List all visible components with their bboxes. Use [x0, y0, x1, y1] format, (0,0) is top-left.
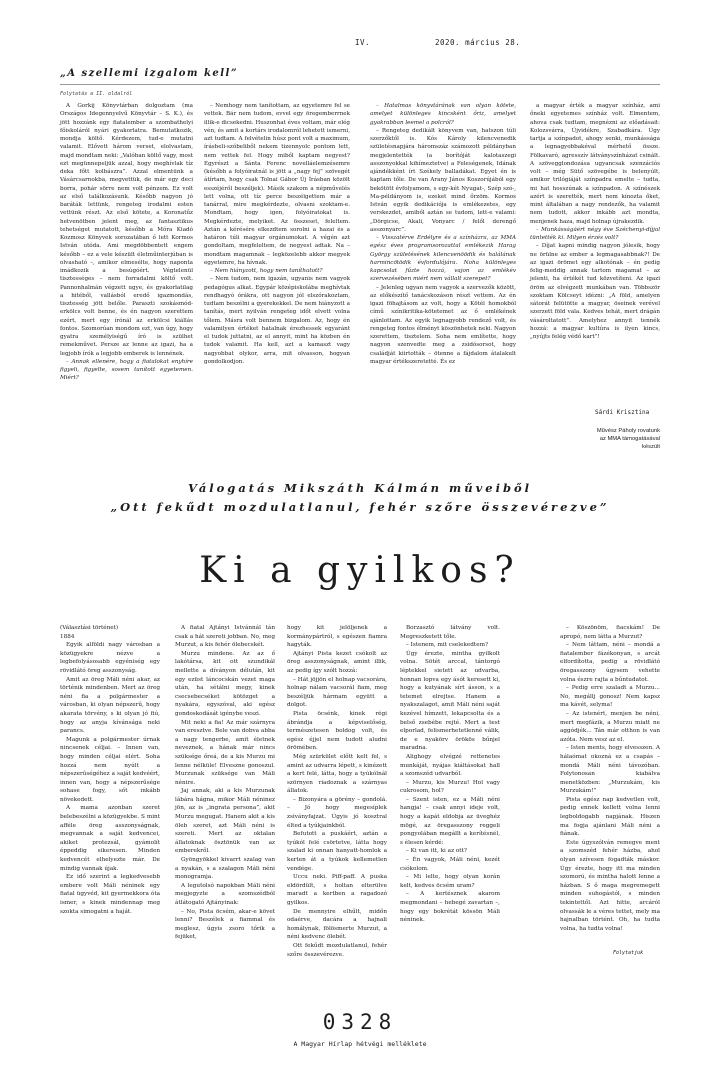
paragraph: – Hát jöjjön el holnap vacsorára, holnap nálam vacsorál fiam, meg beszéljük hármam együtt a dolgot.	[287, 676, 387, 709]
paragraph: – Jelenleg ugyan nem vagyok a szervezők között, az előkészítő tanácskozáson részt vettem. Az én igazi föhajtásom az volt, hogy a Kötél homokból című színikritika-kötetemet az ő emlékének ajánlottam. Az egyik legnagyobb rendező volt, és rengeteg fontos élményt köszönhetek neki. Nagyon szerettem, tisztelem. Soha nem említette, hogy nagyon szenvedte meg a zsidósorsot, hogy családját kiirtották – ötenne a fájdalom átalakult magyar értékszeretetté. És ez	[370, 284, 516, 365]
paragraph: A fiatal Ajtányi Istvánnál tán csak a hát szereti jobban. No, meg Murzut, a kis fehér ölebecskét.	[175, 625, 275, 649]
story-quote: „Ott fekűdt mozdulatlanul, fehér szőre összevérezve”	[110, 500, 610, 514]
sponsor-note-line-2: az MMA támogatásával készült	[599, 436, 660, 450]
paragraph: – Nemhogy nem tanítottam, az egyetemre fel se vettek. Bár nem tudom, evvel egy öregemberrnek illik-e dicsekedni. Huszonhat éves voltam, már elég vén, és amit a kortárs irodalomról lehetett ismerni, azt tudtam. A felvételin húsz pont volt a maximum, írásbeli-szóbeliből nekem tizennyolc pontom lett, nem vettek fel. Hogy miből kaptam negyest? Egyrészt a Sánta Ferenc novelláelemzésemre (később a folyóiratnál is jött a „nagy fej” szövegét átírtam, hogy csak Tolnai Gábor Új Írásban közölt esszéjéről beszéljek). Másik szakom a népművelés lett volna, ott tíz perce beszélgettem már a tanárral, mire megkérdezte, olvasni szoktam-e. Mondtam, hogy igen, folyóiratokat is. Megkérdezte, melyiket. Az összeset, feleltem. Aztán a kérésére elkezdtem sorolni a hazai és a határon túli magyar orgánumokat. A végén azt gondoltam, megfeleltem, de negyest adtak. Na – mondtam magamnak – legközelebb akkor megyek egyetemre, ha hívnak.	[204, 103, 350, 266]
interview-column-4	[530, 102, 660, 341]
paragraph: 1884	[60, 633, 75, 640]
story-column-4	[400, 624, 500, 925]
sponsor-note-line-1: Művész Páholy rovatunk	[596, 428, 660, 434]
page-label: IV.	[355, 38, 371, 47]
paragraph: De mennyire elhűlt, midőn odaérve, dacára a hajnali homálynak, fölösmerte Murzut, a néni kedvenc ölebét.	[287, 908, 387, 941]
paragraph: Mit neki a fia! Az már szárnyra van eresztve. Bele van dobva abba a nagy tengerbe, amit életnek neveznek, a hának már nincs szüksége őreá, de a kis Murzu mi lenne nélküle! Elveszne gonoszul. Murzunak szüksége van Máli nénire.	[175, 719, 275, 786]
paragraph: – A kertésznek akarom megmondani – hebegé zavartan –, hogy egy bokrétát kössön Máli néninek.	[400, 891, 500, 924]
paragraph: a magyar érték a magyar színház, ami őneki egyetemes színház volt. Elmentem, ahova csak tudtam, megnézni az előadásait: Kolozsvárra, Újvidékre, Szabadkára. Úgy tartja a színpadot, ahogy senki, munkássága a legnagyobbakéval mérhető össze. Fölkavaró, agresszív látványszínházat csinált. A szövegglondozása ugyancsak szenzációs volt – még Sütő szövegébe is belenyúlt, amikor trilógiáját színpadra emelte – tudta, mi hat hosszúnak a színpadon. A színészek azért is szerették, mert nem kínozta őket, mint általában a nagy rendezők, ha valamit nem tudott, akkor inkább azt mondta, menjenek haza, majd holnap újrakezdik.	[530, 103, 660, 225]
paragraph: Murzu mindene. Az az ő lakótársa, kit ott szundikál mellette a díványon délután, kit egy ezüst láncocskán vezet maga után, ha sétálni megy, kinek csecsebecséket kötözget a nyakára, egyszóval, aki egész gondoskodását igénybe veszi.	[175, 650, 275, 717]
paragraph: Jaj annak, aki a kis Murzunak lábára hágna, mikor Máli néninez jön, az is „ingrata persona”, akit Murzu megugat. Hanem akit a kis öleb szeret, azt Máli néni is szereti. Mert az oktalan állatoknak ösztönük van az emberekről.	[175, 788, 275, 855]
paragraph: – Bizonyára a görény – gondolá. – Jó hogy megesíplek zsiványfajzat. Úgyis jó kosztral élted a tyúkjainkból.	[287, 796, 387, 829]
paragraph: – Köszönöm, fiacskám! De apropó, nem látta a Murzut?	[560, 625, 660, 640]
paragraph: – Nem tudom, nem igazán, ugyanis nem vagyok pedagógus alkat. Egypár középiskolába meghívtak rendhagyó órákra, ott nagyon jól elszórakoztam, tudtam beszélni a gyerekekkel. De nem hiányzott a tanítás, mert nyilván rengeteg időt elvett volna tőlem. Másra volt bennem bizgalom. Az, hogy én valamilyen értéket hatalnak érezhessek egyaránt el tudok juttatni, az el annyit, mint ha közben én tudok valamit. Ha kell, azt a kamaszt vagy nagyobbat olykor, arra, mit olvasson, hogyan gondolkodjon.	[204, 276, 350, 365]
paragraph: Alighogy elvégzé rettenetes munkáját, nyájas kiáltásokat hall a szomszéd udvarból.	[400, 753, 500, 778]
paragraph: Befutott a puskáért, aztán a tyúkól felé csörtetve, látta hogy szalad ki onnan hanyatt-homlok a kerten át a tyúkok kellemetlen vendége.	[287, 831, 387, 872]
paragraph: Egyik alföldi nagy városban a közügyekre nézve a legbefolyásosabb egyéniség egy rövidlátó öreg asszonyság.	[60, 642, 160, 674]
story-column-3	[287, 624, 387, 959]
paragraph: – Isten ments, hogy elvesszen. A hálaómat okozná ez a csapás – mondá Máli néni távozóban. Folytonosan kiabálva menetközben: „Murzukám, kis Murzukám!”	[560, 745, 660, 795]
story-title: Ki a gyilkos?	[199, 550, 521, 591]
paragraph: – Ki van itt, ki az ott?	[406, 848, 467, 855]
supplement-label: A Magyar Hírlap hétvégi melléklete	[293, 1040, 427, 1048]
paragraph: – Nem hiányzott, hogy nem taníthatott?	[210, 268, 323, 274]
paragraph: hogy kit jelöljenek a kormánypártról, s egészen fiamra hagyták.	[287, 625, 387, 649]
sponsor-note	[588, 427, 660, 451]
paragraph: Pista öcsénk, kinek régi ábrándja a képviselőség, természetesen boldog volt, és egész éjjel nem tudott aludni örömében.	[287, 710, 387, 752]
paragraph: Amit az öreg Máli néni akar, az történik mindenben. Mert az öreg néni fia a polgármester a városban, ki olyan népszerű, hogy akarata törvény, s ki olyan jó fiú, hogy az anyja kívánsága neki parancs.	[60, 676, 160, 735]
paragraph: – Istenem, mit cselekedtem?	[406, 642, 489, 649]
paragraph: (Választási történet)	[60, 625, 119, 631]
paragraph: A mama azonban szeret belebeszélni a közügyekbe. S mint afféle öreg asszonyságnak, megvannak a saját kedvencei, akiket protezsál, gyámolít éppeddig sikeresen. Minden kedvencét elhelyezte már. De mindig vannak újak.	[60, 805, 160, 872]
paragraph: A Gorkij Könyvtárban dolgoztam (ma Országos Idegennyelvű Könyvtár – S. K.), és jött hozzánk egy fiatalember a szombathelyi főiskoláról nyári gyakorlatra. Bemutatkozik, mondja költő. Kérdezem, tud-e mutatni valamit. Elővett három verset, elolvastam, majd mondtam neki: „Valóban költő vagy, most ezt megünnepeljük azzal, hogy meghívlak tíz deka főtt kolbászra”. Azzal elmentünk a Vásárcsarnokba, megvettük, de már egy deci borra, pohár sörre nem volt pénzem. Ez volt az első találkozásunk. Később nagyon jó baráták lettünk, rengeteg irodalmi esten vettünk részt. Az első kötete, a Koronatűz hetvenötben jelent meg, az fantasztikus tehetséget mutatott, később a Móra Kiadó Kozmosz Könyvek sorozatában ő lett Kormos István utóda. Ami megdöbbentett engem később – ez a vele készült életműinterjúban is olvasható –, amikor elmesélte, hogy naponta imádkozik a besúgóért. Végtelenül tisztességes – nem forradalmi költő volt. Pannonhalmán végzett ugye, és gyakorlatilag a hitéből, vallásból eredő igazmondás, tisztesség jött belőle. Paraszti szokásmód-erkölcs volt benne, és én nagyon szerettem ezért, mert egy írónál az erkölcsi kiállás fontos. Szomorúan mondom ezt, van úgy, hogy gyatra személyiségű író is szülhet remekművet. Persze az lenne az igazi, ha a legjobb írók a legjobb emberek is lennének.	[60, 103, 193, 357]
paragraph: – Nem láttam, néni – mondá a fiatalember fázékonyan, s arcát elfordította, pedig a rövidlátó öregasszony úgysem vehette volna észre rajta a bűntudatot.	[560, 642, 660, 683]
paragraph: Még szürkület előtt kelt fel, s amint az udvarra lépett, s kinézett a kert felé, látta, hogy a tyúkólnál szörnyen riadoznak a szárnyas állatok.	[287, 753, 387, 795]
series-kicker: Válogatás Mikszáth Kálmán műveiből	[187, 481, 533, 495]
issue-date: 2020. március 28.	[435, 38, 521, 47]
paragraph: Borzasztó látvány volt. Megreszketett tőle.	[400, 625, 500, 640]
interview-title: „A szellemi izgalom kell”	[60, 68, 239, 79]
paragraph: – Pedig erre szaladt a Murzu... No, megállj gonosz! Nem kapsz ma kávét, selyma!	[560, 685, 660, 709]
story-column-5	[560, 624, 660, 933]
continued-note: Folytatás a II. oldalról	[60, 91, 133, 97]
interview-column-2	[204, 102, 350, 366]
story-column-2	[175, 624, 275, 942]
paragraph: Ajtányi Pista kezet csókolt az öreg asszonyságnak, amint illik, az pedig így szólt hozzá:	[287, 650, 387, 674]
paragraph: – Én vagyok, Máli néni, kezét csókolom.	[400, 857, 500, 872]
title-rule	[60, 84, 660, 85]
paragraph: – Murzu, kis Murzu! Hol vagy cukrosom, hol?	[400, 779, 500, 795]
page-number: 0328	[322, 1010, 398, 1034]
paragraph: Este úgyszólván remegve ment a szomszéd fehér házba, ahol olyan szívesen fogadták máskor. Úgy érezte, hogy itt ma minden szomorú, és mintha halott lenne a házban. S ő maga megremegett minden suhogástól, s minden tekintettől. Azt hitte, arcáról olvassák le a véres tettet, mely ma hajnalban történt. Oh, ha tudta volna, ha tudta volna!	[560, 839, 660, 932]
paragraph: – Rengeteg dedikált könyvem van, hatszon túli szerzőktől is. Kós Károly kilencvenedik születésnapjára háromszáz számozott példányban megjelentették (a borítóját kalotaszegi asszonyokkal kihímeztetve) a Feleségenek, Idának ajándékként írt Székely balladákat. Egyet én is kaptam tőle. De van Arany János Koszorújából egy bekötött évfolyamom, s egy-két Nyugat-, Szép szó-, Ma-példányom is, ezeket mind őrzöm. Kormos István egyik dedikációja is emlékezetes, egy verskezdet, amiből aztán se tudom, lett-e valami: „Dörgicse, Akali, Vonyarc / felől derengő asszonyarc”.	[370, 127, 516, 233]
continues-note: Folytatjuk	[613, 950, 644, 956]
interview-column-3	[370, 102, 516, 366]
paragraph: Ez idő szerint a legkedvesebb embere volt Máli néninek egy fiatal ügyvéd, kit gyermekkora óta ismer, s kinek mindennap meg szokta simogatni a haját.	[60, 874, 160, 915]
paragraph: – Hatalmas könyvtárának van olyan kötete, amelyet különleges kincsként őriz, amelyet gyakrabban leemel a polcról?	[370, 103, 516, 126]
paragraph: A legutolsó napokban Máli néni megjegyzte a szomszédból átlátogató Ajtányinak:	[175, 882, 275, 906]
paragraph: Gyöngyökkel kivarrt szalag van a nyakán, s a szalagon Máli néni monogramja.	[175, 857, 275, 881]
paragraph: – Visszatérve Erdélyre és a színházra, az MMA egész éves programsorozattal emlékezik Harag György születésének kilencvenöödik és halálának harmincötödik évfordulójára. Noha különleges kapcsolat fűzte hozzá, vajon az emlékév szervezésében miért nem vállalt szerepet?	[370, 235, 516, 283]
paragraph: Uccu neki. Piff-paff. A puska eldördült, s holtan elterülve maradt a kertben a ragadozó gyilkos.	[287, 874, 387, 906]
paragraph: – Az istenért, menjen be néni, mert megfázik, a Murzu miatt ne aggódjék... Tán már otthon is van azóta. Nem vesz az el.	[560, 710, 660, 743]
story-column-1	[60, 624, 160, 916]
paragraph: – Díjat kapni mindig nagyon jólesik, hogy ne örülne az ember a legmagasabbnak?! De az igazi örömet egy alkotónak – én pedig felig-meddig annak tartom magamat – az jelenti, ha értékét tud közvetíteni. Az igazi öröm az elvégzett munkában van. Többször szoktam Kölcseyt idézni: „A föld, amelyen sátorát felütötte a magyar, öseinek verével szerzett föld vala. Kedves tehát, mert drágán vásároltatott”. Amelyhez annyit tennék hozzá: a magyar kultúra is ilyen kincs, „nyújts felég védő kart”!	[530, 243, 660, 340]
interview-column-1	[60, 102, 193, 383]
paragraph: – Szent isten, ez a Máli néni hangja! – csak annyi ideje volt, hogy a kapát eldobja az üveghéz mögé, az öregasszony reggeli pongyolában megállt a kerítésnél, s élesen kérdé:	[400, 796, 500, 846]
paragraph: Pista egész nap kedvetlen volt, pedig ennek kellett volna lenni legboldogabb napjának. Hiszen ma fogja ajánlani Máli néni a fiának.	[560, 796, 660, 838]
paragraph: Ott fekűdt mozdulatlanul, fehér szőre összevérezve.	[287, 942, 387, 958]
author-signature: Sárdi Krisztina	[595, 409, 650, 416]
paragraph: – Annak ellenére, hogy a fiatalokat enyhíre figyeli, figyelte, sosem tanított egyetemen. Miért?	[60, 358, 193, 382]
paragraph: – Munkásságáért négy éve Széchenyi-díjjal tüntették ki. Milyen érzés volt?	[530, 226, 660, 241]
paragraph: Úgy érezte, mintha gyilkolt volna. Sötét arccal, tántorgó léptekkel sietett az udvarba, honnan lopva egy ásót keresett ki, hogy a kutyának sírt ásson, s a tetemet elrejtse. Hanem a nyakszalagot, amit Máli néni saját kezével hímzett, lekapcsolta és a belső zsebébe rejté. Mert a test elporlad, felismerhetetlenné válik, de e nyakörv örökös bűnjel maradna.	[400, 650, 500, 752]
paragraph: – Mi lelte, hogy olyan korán kelt, kedves öcsém uram?	[400, 874, 500, 889]
paragraph: Magunk a polgármester úrnak nincsenek céljai. – Innen van, hogy minden céljai elért. Soha hozzá nem nyúlt a népszerűségéhez a saját kedvéért, innen van, hogy a népszerűsége sohase fogy, sőt inkább növekedett.	[60, 736, 160, 803]
paragraph: – No, Pista öcsém, akar-e követ lenni? Beszélek a fiammal és meglesz, úgyis zsoro tőrik a fejüket,	[175, 908, 275, 941]
